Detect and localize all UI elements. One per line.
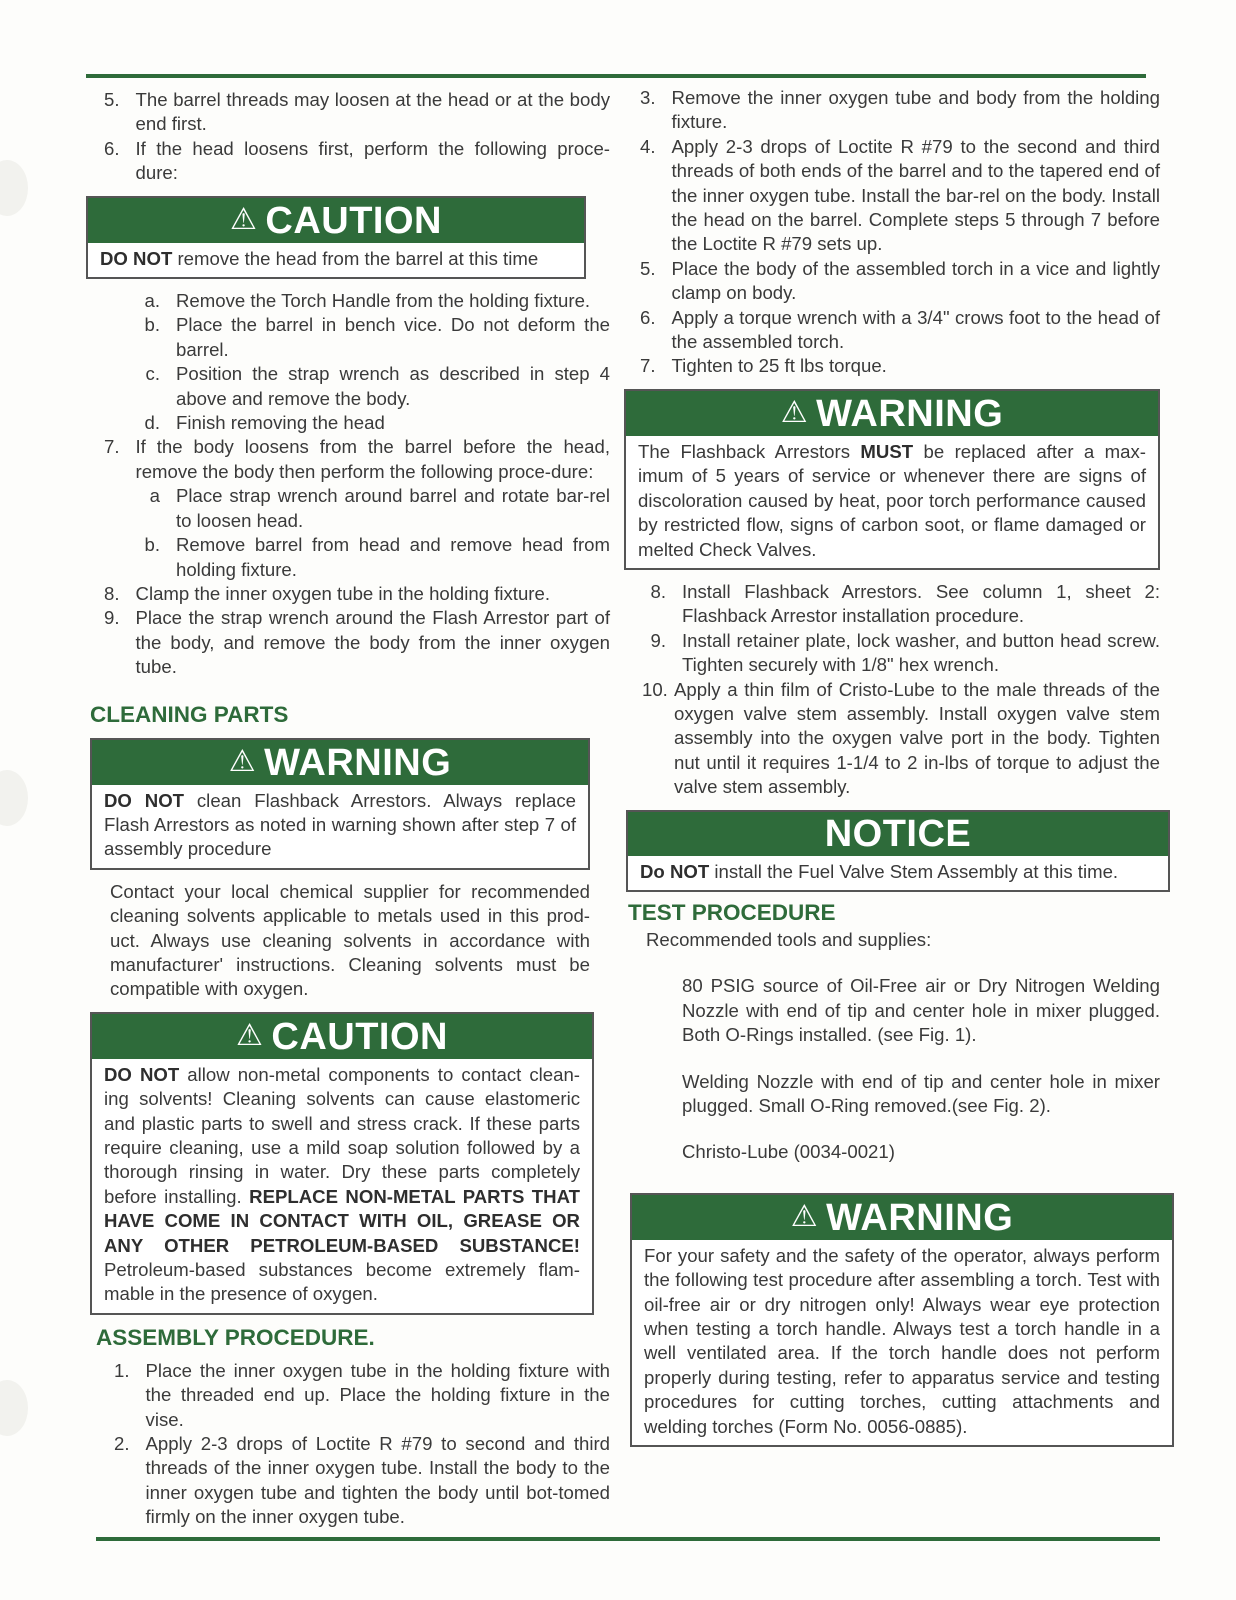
sub-list-item: b. Place the barrel in bench vice. Do not deform the barrel. — [144, 314, 610, 360]
punch-hole-shadow — [0, 770, 28, 826]
warning-triangle-icon: ⚠ — [780, 395, 809, 429]
supply-item: Christo-Lube (0034-0021) — [682, 1141, 895, 1163]
list-item: 2. Apply 2-3 drops of Loctite R #79 to second and third threads of the inner oxygen tube. Install the body to the inner oxygen tube and tighten the body until bot-tomed firmly on the inner oxygen tube. — [114, 1433, 610, 1528]
list-item: 10. Apply a thin film of Cristo-Lube to the male threads of the oxygen valve stem assembly. Install oxygen valve stem assembly into the oxygen valve port in the body. Tighten nut until it requires 1-1/4 to 2 in-lbs of torque to adjust the valve stem assembly. — [642, 678, 1160, 798]
bottom-rule — [96, 1537, 1160, 1541]
notice-banner: NOTICE — [628, 812, 1168, 856]
section-heading-assembly: ASSEMBLY PROCEDURE. — [96, 1324, 375, 1350]
warning-banner: ⚠ WARNING — [92, 740, 588, 785]
warning-triangle-icon: ⚠ — [228, 744, 257, 778]
warning-banner: ⚠ WARNING — [632, 1195, 1172, 1240]
warning-text: For your safety and the safety of the operator, always perform the following test procedure after assembling a torch. Test with oil-free air or dry nitrogen only! Always wear eye protection when testing a torch handle. Always test a torch handle in a well ventilated area. If the torch handle does not perform properly during testing, refer to apparatus service and testing procedures for cutting torches, cutting attachments and welding torches (Form No. 0056-0885). — [644, 1244, 1160, 1437]
list-item: 4. Apply 2-3 drops of Loctite R #79 to the second and third threads of both ends of the barrel and to the tapered end of the inner oxygen tube. Install the bar-rel on the body. Install the head on the barrel. Complete steps 5 through 7 before the Loctite R #79 sets up. — [640, 135, 1160, 255]
list-item: 5. Place the body of the assembled torch in a vice and lightly clamp on body. — [640, 257, 1160, 304]
sub-list-item: a. Remove the Torch Handle from the holding fixture. — [144, 290, 591, 312]
caution-box — [90, 1012, 594, 1315]
section-heading-cleaning: CLEANING PARTS — [90, 701, 289, 727]
section-heading-test: TEST PROCEDURE — [628, 899, 836, 925]
list-item: 6. If the head loosens first, perform the following proce-dure: — [104, 137, 610, 184]
warning-box — [624, 389, 1160, 570]
sub-list-item: a Place strap wrench around barrel and rotate bar-rel to loosen head. — [149, 485, 610, 531]
warning-box — [90, 738, 590, 870]
warning-triangle-icon: ⚠ — [235, 1018, 264, 1052]
punch-hole-shadow — [0, 160, 28, 216]
cleaning-paragraph: Contact your local chemical supplier for recommended cleaning solvents applicable to metals used in this prod-uct. Always use cleaning solvents in accordance with manufacturer' instructions. Cleaning solvents must be compatible with oxygen. — [110, 880, 590, 1000]
sub-list-item: c. Position the strap wrench as described in step 4 above and remove the body. — [145, 363, 610, 409]
caution-box — [86, 196, 586, 279]
caution-text: DO NOT remove the head from the barrel at this time — [100, 247, 539, 269]
warning-banner: ⚠ WARNING — [626, 391, 1158, 436]
top-rule — [86, 74, 1146, 78]
warning-text: The Flashback Arrestors MUST be replaced after a max-imum of 5 years of service or whenever there are signs of discoloration caused by heat, poor torch performance caused by restricted flow, signs of carbon soot, or flame damaged or melted Check Valves. — [638, 440, 1146, 560]
punch-hole-shadow — [0, 1380, 28, 1436]
test-intro: Recommended tools and supplies: — [646, 928, 932, 950]
warning-triangle-icon: ⚠ — [790, 1199, 819, 1233]
warning-box — [630, 1193, 1174, 1447]
left-column — [90, 88, 610, 1530]
notice-box — [626, 810, 1170, 892]
list-item: 3. Remove the inner oxygen tube and body from the holding fixture. — [640, 87, 1160, 133]
sub-list-item: d. Finish removing the head — [144, 412, 385, 434]
warning-triangle-icon: ⚠ — [229, 202, 258, 236]
notice-text: Do NOT install the Fuel Valve Stem Assembly at this time. — [640, 860, 1119, 882]
sub-list-item: b. Remove barrel from head and remove head from holding fixture. — [144, 534, 610, 580]
list-item: 6. Apply a torque wrench with a 3/4" crows foot to the head of the assembled torch. — [640, 306, 1160, 353]
list-item: 8. Install Flashback Arrestors. See column 1, sheet 2: Flashback Arrestor installation procedure. — [650, 580, 1160, 627]
caution-banner: ⚠ CAUTION — [88, 198, 584, 243]
list-item: 8. Clamp the inner oxygen tube in the holding fixture. — [104, 582, 550, 604]
caution-text: DO NOT allow non-metal components to contact clean-ing solvents! Cleaning solvents can cause elastomeric and plastic parts to swell and stress crack. If these parts require cleaning, use a mild soap solution followed by a thorough rinsing in water. Dry these parts completely before installing. REPLACE NON-METAL PARTS THAT HAVE COME IN CONTACT WITH OIL, GREASE OR ANY OTHER PETROLEUM-BASED SUBSTANCE! Petroleum-based substances become extremely flam-mable in the presence of oxygen. — [104, 1063, 580, 1305]
supply-item: 80 PSIG source of Oil-Free air or Dry Nitrogen Welding Nozzle with end of tip and center hole in mixer plugged. Both O-Rings installed. (see Fig. 1). — [682, 975, 1160, 1046]
right-column — [628, 86, 1160, 1447]
warning-text: DO NOT clean Flashback Arrestors. Always replace Flash Arrestors as noted in warning shown after step 7 of assembly procedure — [104, 789, 576, 860]
list-item: 7. If the body loosens from the barrel before the head, remove the body then perform the following proce-dure: — [104, 436, 610, 482]
list-item: 7. Tighten to 25 ft lbs torque. — [640, 355, 887, 377]
supply-item: Welding Nozzle with end of tip and center hole in mixer plugged. Small O-Ring removed.(see Fig. 2). — [682, 1070, 1160, 1116]
list-item: 5. The barrel threads may loosen at the head or at the body end first. — [104, 89, 610, 135]
list-item: 9. Place the strap wrench around the Flash Arrestor part of the body, and remove the body from the inner oxygen tube. — [104, 607, 610, 678]
list-item: 1. Place the inner oxygen tube in the holding fixture with the threaded end up. Place the holding fixture in the vise. — [114, 1359, 610, 1430]
list-item: 9. Install retainer plate, lock washer, and button head screw. Tighten securely with 1/8" hex wrench. — [650, 629, 1160, 676]
caution-banner: ⚠ CAUTION — [92, 1014, 592, 1059]
